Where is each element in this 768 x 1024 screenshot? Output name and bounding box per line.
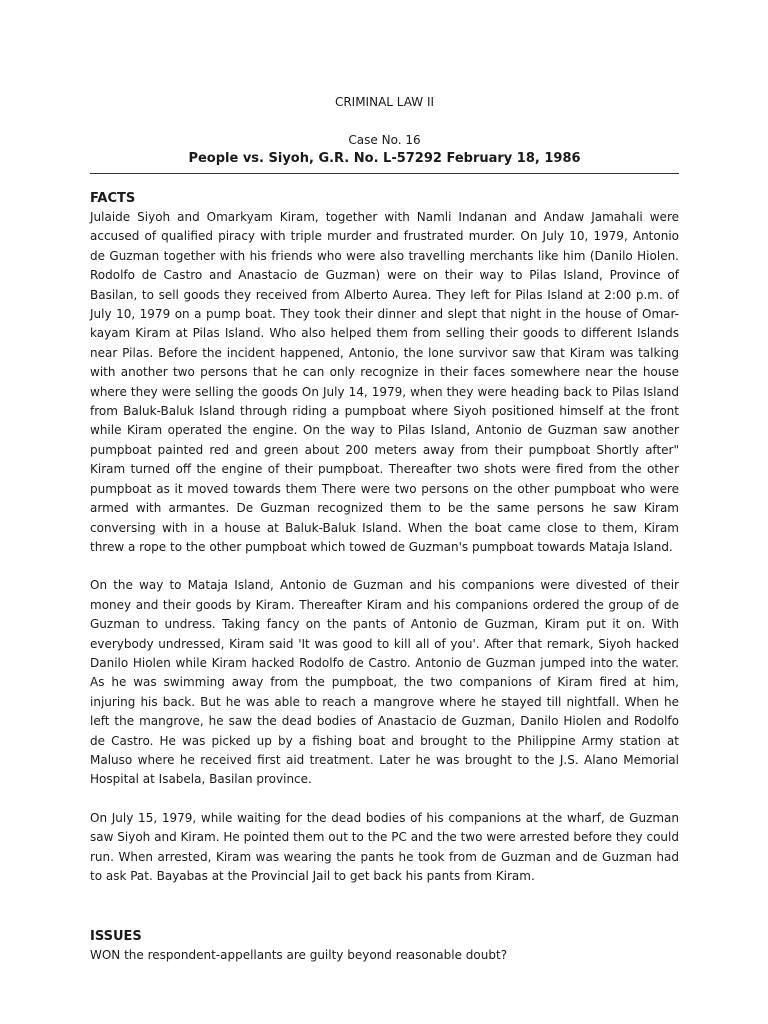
document-page: [90, 92, 679, 965]
facts-paragraph-3: On July 15, 1979, while waiting for the dead bodies of his companions at the wharf, de Guzman saw Siyoh and Kiram. He pointed them out to the PC and the two were arrested before they could run. When arrested, Kiram was wearing the pants he took from de Guzman and de Guzman had to ask Pat. Bayabas at the Provincial Jail to get back his pants from Kiram.: [90, 810, 679, 883]
facts-paragraph-2: On the way to Mataja Island, Antonio de Guzman and his companions were divested of their money and their goods by Kiram. Thereafter Kiram and his companions ordered the group of de Guzman to undress. Taking fancy on the pants of Antonio de Guzman, Kiram put it on. With everybody undressed, Kiram said 'It was good to kill all of you'. After that remark, Siyoh hacked Danilo Hiolen while Kiram hacked Rodolfo de Castro. Antonio de Guzman jumped into the water. As he was swimming away from the pumpboat, the two companions of Kiram fired at him, injuring his back. But he was able to reach a mangrove where he stayed till nightfall. When he left the mangrove, he saw the dead bodies of Anastacio de Guzman, Danilo Hiolen and Rodolfo de Castro. He was picked up by a fishing boat and brought to the Philippine Army station at Maluso where he received first aid treatment. Later he was brought to the J.S. Alano Memorial Hospital at Isabela, Basilan province.: [90, 578, 679, 787]
case-title: People vs. Siyoh, G.R. No. L-57292 February 18, 1986: [188, 151, 581, 166]
issues-section: [90, 927, 679, 965]
course-title: CRIMINAL LAW II: [334, 95, 435, 109]
issues-heading: ISSUES: [90, 929, 142, 945]
facts-heading: FACTS: [90, 191, 136, 206]
document-header: [90, 92, 679, 168]
facts-section: [90, 189, 679, 886]
facts-paragraph-1: Julaide Siyoh and Omarkyam Kiram, together with Namli Indanan and Andaw Jamahali were accused of qualified piracy with triple murder and frustrated murder. On July 10, 1979, Antonio de Guzman together with his friends who were also travelling merchants like him (Danilo Hiolen. Rodolfo de Castro and Anastacio de Guzman) were on their way to Pilas Island, Province of Basilan, to sell goods they received from Alberto Aurea. They left for Pilas Island at 2:00 p.m. of July 10, 1979 on a pump boat. They took their dinner and slept that night in the house of Omar-kayam Kiram at Pilas Island. Who also helped them from selling their goods to different Islands near Pilas. Before the incident happened, Antonio, the lone survivor saw that Kiram was talking with another two persons that he can only recognize in their faces somewhere near the house where they were selling the goods On July 14, 1979, when they were heading back to Pilas Island from Baluk-Baluk Island through riding a pumpboat where Siyoh positioned himself at the front while Kiram operated the engine. On the way to Pilas Island, Antonio de Guzman saw another pumpboat painted red and green about 200 meters away from their pumpboat Shortly after" Kiram turned off the engine of their pumpboat. Thereafter two shots were fired from the other pumpboat as it moved towards them There were two persons on the other pumpboat who were armed with armantes. De Guzman recognized them to be the same persons he saw Kiram conversing with in a house at Baluk-Baluk Island. When the boat came close to them, Kiram threw a rope to the other pumpboat which towed de Guzman's pumpboat towards Mataja Island.: [90, 210, 679, 554]
issue-question: WON the respondent-appellants are guilty beyond reasonable doubt?: [90, 948, 508, 963]
title-divider: [90, 173, 679, 174]
case-number: Case No. 16: [348, 133, 421, 147]
